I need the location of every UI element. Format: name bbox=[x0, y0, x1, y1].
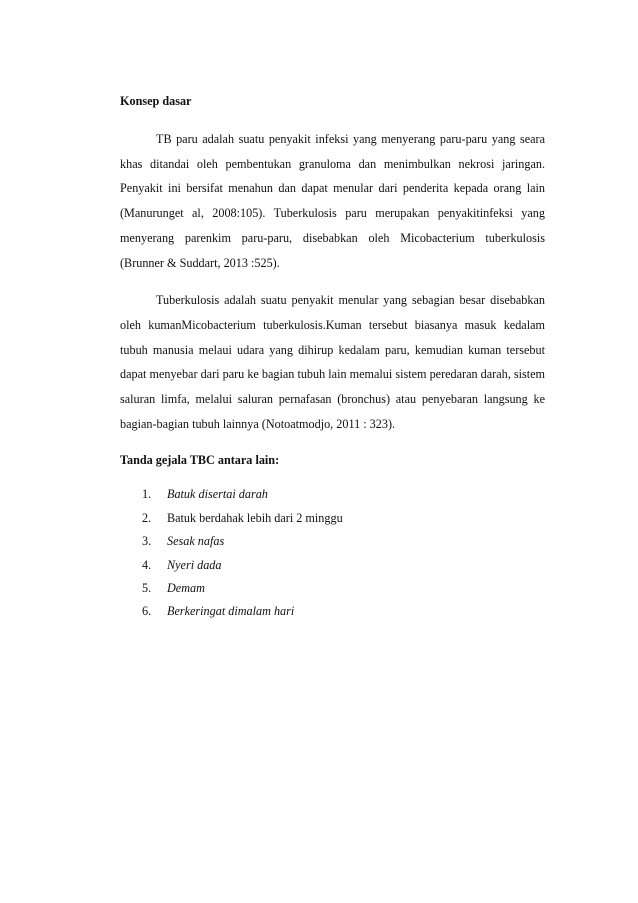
list-item-text: Batuk berdahak lebih dari 2 minggu bbox=[167, 510, 343, 525]
list-item-number: 1. bbox=[142, 487, 152, 502]
list-item-number: 6. bbox=[142, 604, 152, 619]
list-item-text: Demam bbox=[167, 581, 205, 596]
list-item-text: Batuk disertai darah bbox=[167, 487, 268, 502]
list-item-number: 2. bbox=[142, 510, 152, 525]
paragraph-tuberkulosis-transmission: Tuberkulosis adalah suatu penyakit menular yang sebagian besar disebabkan oleh kumanMicobacterium tuberkulosis.Kuman tersebut biasanya masuk kedalam tubuh manusia melaui udara yang dihirup kedalam paru, kemudian kuman tersebut dapat menyebar dari paru ke bagian tubuh lain memalui sistem peredaran darah, sistem saluran limfa, melalui saluran pernafasan (bronchus) atau penyebaran langsung ke bagian-bagian tubuh lainnya (Notoatmodjo, 2011 : 323). bbox=[120, 293, 545, 431]
list-item-text: Berkeringat dimalam hari bbox=[167, 604, 295, 619]
section-heading-tanda-gejala: Tanda gejala TBC antara lain: bbox=[120, 453, 280, 468]
list-item-number: 5. bbox=[142, 581, 152, 596]
list-item bbox=[120, 600, 545, 623]
list-item-number: 3. bbox=[142, 534, 152, 549]
list-item bbox=[120, 530, 545, 553]
list-item-number: 4. bbox=[142, 557, 152, 572]
list-item-text: Sesak nafas bbox=[167, 534, 225, 549]
list-item bbox=[120, 554, 545, 577]
section-heading-konsep-dasar: Konsep dasar bbox=[120, 94, 192, 108]
paragraph-tb-definition: TB paru adalah suatu penyakit infeksi yang menyerang paru-paru yang seara khas ditandai oleh pembentukan granuloma dan menimbulkan nekrosi jaringan. Penyakit ini bersifat menahun dan dapat menular dari penderita kepada orang lain (Manurunget al, 2008:105). Tuberkulosis paru merupakan penyakitinfeksi yang menyerang parenkim paru-paru, disebabkan oleh Micobacterium tuberkulosis (Brunner & Suddart, 2013 :525). bbox=[120, 132, 545, 270]
symptom-list bbox=[120, 483, 545, 623]
list-item-text: Nyeri dada bbox=[167, 557, 222, 572]
list-item bbox=[120, 483, 545, 506]
list-item bbox=[120, 577, 545, 600]
document-body bbox=[120, 92, 545, 624]
list-item bbox=[120, 507, 545, 530]
